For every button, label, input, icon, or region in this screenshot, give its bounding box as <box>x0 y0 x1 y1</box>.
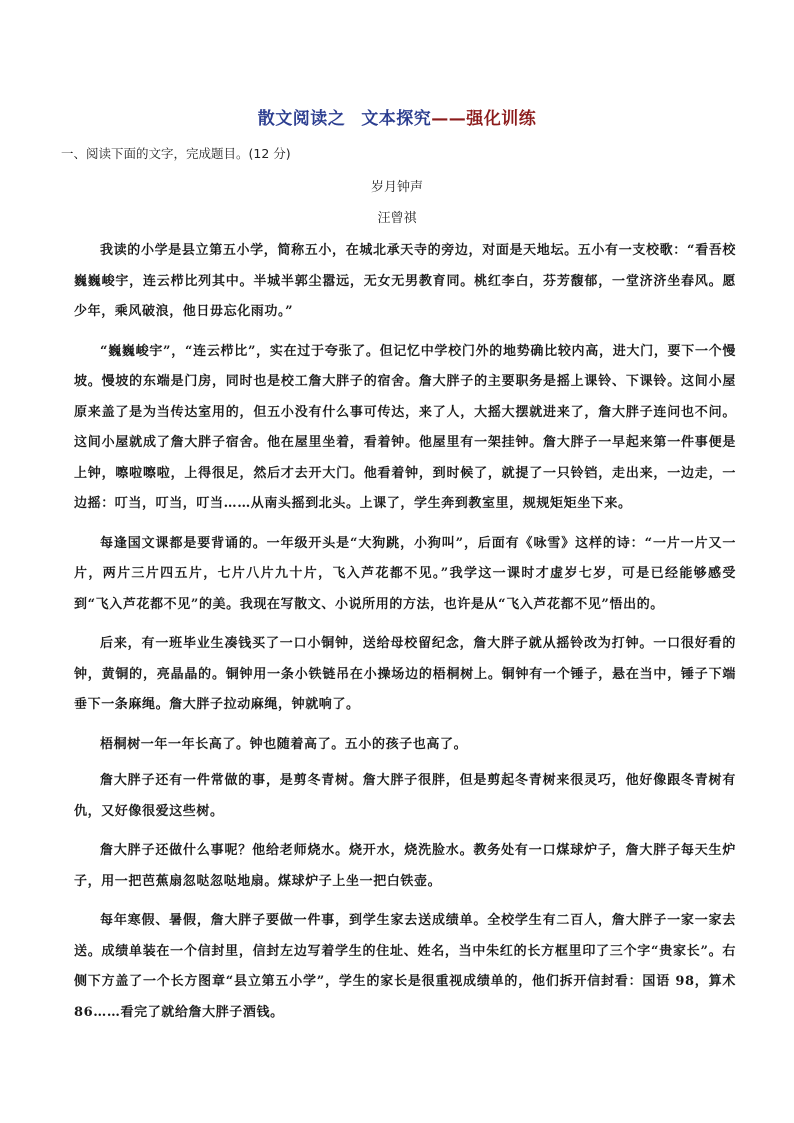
essay-title: 岁月钟声 <box>370 180 423 195</box>
paragraph-1: 我读的小学是县立第五小学，简称五小，在城北承天寺的旁边，对面是天地坛。五小有一支校歌：“看吾校巍巍峻宇，连云栉比列其中。半城半郭尘嚣远，无女无男教育同。桃红李白，芬芳馥郁，一堂济济坐春风。愿少年，乘风破浪，他日毋忘化雨功。” <box>74 243 736 319</box>
paragraph-5: 梧桐树一年一年长高了。钟也随着高了。五小的孩子也高了。 <box>100 736 468 752</box>
essay-author: 汪曾祺 <box>377 211 417 226</box>
title-part-b: 文本探究 <box>361 109 432 129</box>
paragraph-3: 每逢国文课都是要背诵的。一年级开头是“大狗跳，小狗叫”，后面有《咏雪》这样的诗：“一片一片又一片，两片三片四五片，七片八片九十片，飞入芦花都不见。”我学这一课时才虚岁七岁，可是已经能够感受到“飞入芦花都不见”的美。我现在写散文、小说所用的方法，也许是从“飞入芦花都不见”悟出的。 <box>74 535 736 612</box>
paragraph-8: 每年寒假、暑假，詹大胖子要做一件事，到学生家去送成绩单。全校学生有二百人，詹大胖子一家一家去送。成绩单装在一个信封里，信封左边写着学生的住址、姓名，当中朱红的长方框里印了三个字“贵家长”。右侧下方盖了一个长方图章“县立第五小学”，学生的家长是很重视成绩单的，他们拆开信封看：国语 98，算术 86……看完了就给詹大胖子酒钱。 <box>74 913 736 1020</box>
title-part-c: ——强化训练 <box>431 109 537 129</box>
essay-body <box>74 236 736 1037</box>
question-prompt: 一、阅读下面的文字，完成题目。(12 分) <box>61 146 291 161</box>
title-part-a: 散文阅读之 <box>257 109 346 129</box>
paragraph-6: 詹大胖子还有一件常做的事，是剪冬青树。詹大胖子很胖，但是剪起冬青树来很灵巧，他好像跟冬青树有仇，又好像很爱这些树。 <box>74 773 736 819</box>
paragraph-4: 后来，有一班毕业生凑钱买了一口小铜钟，送给母校留纪念，詹大胖子就从摇铃改为打钟。一口很好看的钟，黄铜的，亮晶晶的。铜钟用一条小铁链吊在小操场边的梧桐树上。铜钟有一个锤子，悬在当中，锤子下端垂下一条麻绳。詹大胖子拉动麻绳，钟就响了。 <box>74 636 736 712</box>
paragraph-2: “巍巍峻宇”，“连云栉比”，实在过于夸张了。但记忆中学校门外的地势确比较内高，进大门，要下一个慢坡。慢坡的东端是门房，同时也是校工詹大胖子的宿舍。詹大胖子的主要职务是摇上课铃、下课铃。这间小屋原来盖了是为当传达室用的，但五小没有什么事可传达，来了人，大摇大摆就进来了，詹大胖子连问也不问。这间小屋就成了詹大胖子宿舍。他在屋里坐着，看着钟。他屋里有一架挂钟。詹大胖子一早起来第一件事便是上钟，嚓啦嚓啦，上得很足，然后才去开大门。他看着钟，到时候了，就提了一只铃铛，走出来，一边走，一边摇：叮当，叮当，叮当……从南头摇到北头。上课了，学生奔到教室里，规规矩矩坐下来。 <box>74 343 736 511</box>
page-title <box>0 104 794 129</box>
paragraph-7: 詹大胖子还做什么事呢？他给老师烧水。烧开水，烧洗脸水。教务处有一口煤球炉子，詹大胖子每天生炉子，用一把芭蕉扇忽哒忽哒地扇。煤球炉子上坐一把白铁壶。 <box>74 843 736 889</box>
